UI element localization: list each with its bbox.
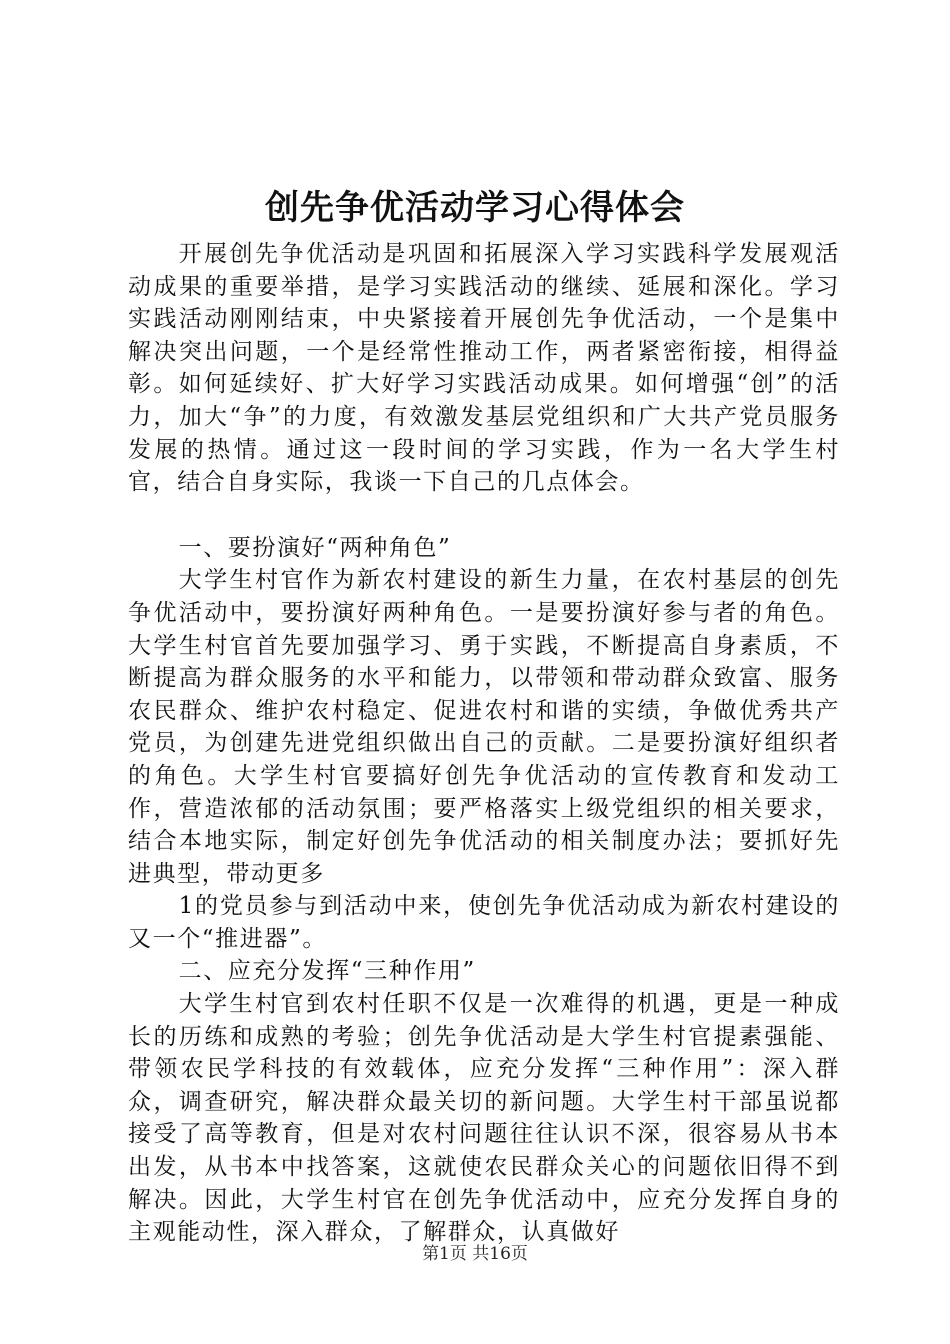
document-body (128, 238, 840, 1249)
paragraph-section-2: 大学生村官到农村任职不仅是一次难得的机遇，更是一种成长的历练和成熟的考验；创先争优活动是大学生村官提素强能、带领农民学科技的有效载体，应充分发挥“三种作用”：深入群众，调查研究，解决群众最关切的新问题。大学生村干部虽说都接受了高等教育，但是对农村问题往往认识不深，很容易从书本出发，从书本中找答案，这就使农民群众关心的问题依旧得不到解决。因此，大学生村官在创先争优活动中，应充分发挥自身的主观能动性，深入群众，了解群众，认真做好 (128, 991, 840, 1246)
paragraph-intro: 开展创先争优活动是巩固和拓展深入学习实践科学发展观活动成果的重要举措，是学习实践活动的继续、延展和深化。学习实践活动刚刚结束，中央紧接着开展创先争优活动，一个是集中解决突出问题，一个是经常性推动工作，两者紧密衔接，相得益彰。如何延续好、扩大好学习实践活动成果。如何增强“创”的活力，加大“争”的力度，有效激发基层党组织和广大共产党员服务发展的热情。通过这一段时间的学习实践，作为一名大学生村官，结合自身实际，我谈一下自己的几点体会。 (128, 241, 840, 496)
paragraph-continuation: 1的党员参与到活动中来，使创先争优活动成为新农村建设的又一个“推进器”。 (128, 893, 840, 952)
paragraph-section-1: 大学生村官作为新农村建设的新生力量，在农村基层的创先争优活动中，要扮演好两种角色。一是要扮演好参与者的角色。大学生村官首先要加强学习、勇于实践，不断提高自身素质，不断提高为群众服务的水平和能力，以带领和带动群众致富、服务农民群众、维护农村稳定、促进农村和谐的实绩，争做优秀共产党员，为创建先进党组织做出自己的贡献。二是要扮演好组织者的角色。大学生村官要搞好创先争优活动的宣传教育和发动工作，营造浓郁的活动氛围；要严格落实上级党组织的相关要求，结合本地实际，制定好创先争优活动的相关制度办法；要抓好先进典型，带动更多 (128, 567, 840, 887)
section-heading-2: 二、应充分发挥“三种作用” (178, 958, 476, 985)
section-heading-1: 一、要扮演好“两种角色” (178, 534, 452, 561)
document-title: 创先争优活动学习心得体会 (265, 188, 685, 228)
page-number-footer: 第1页 共16页 (422, 1244, 528, 1264)
